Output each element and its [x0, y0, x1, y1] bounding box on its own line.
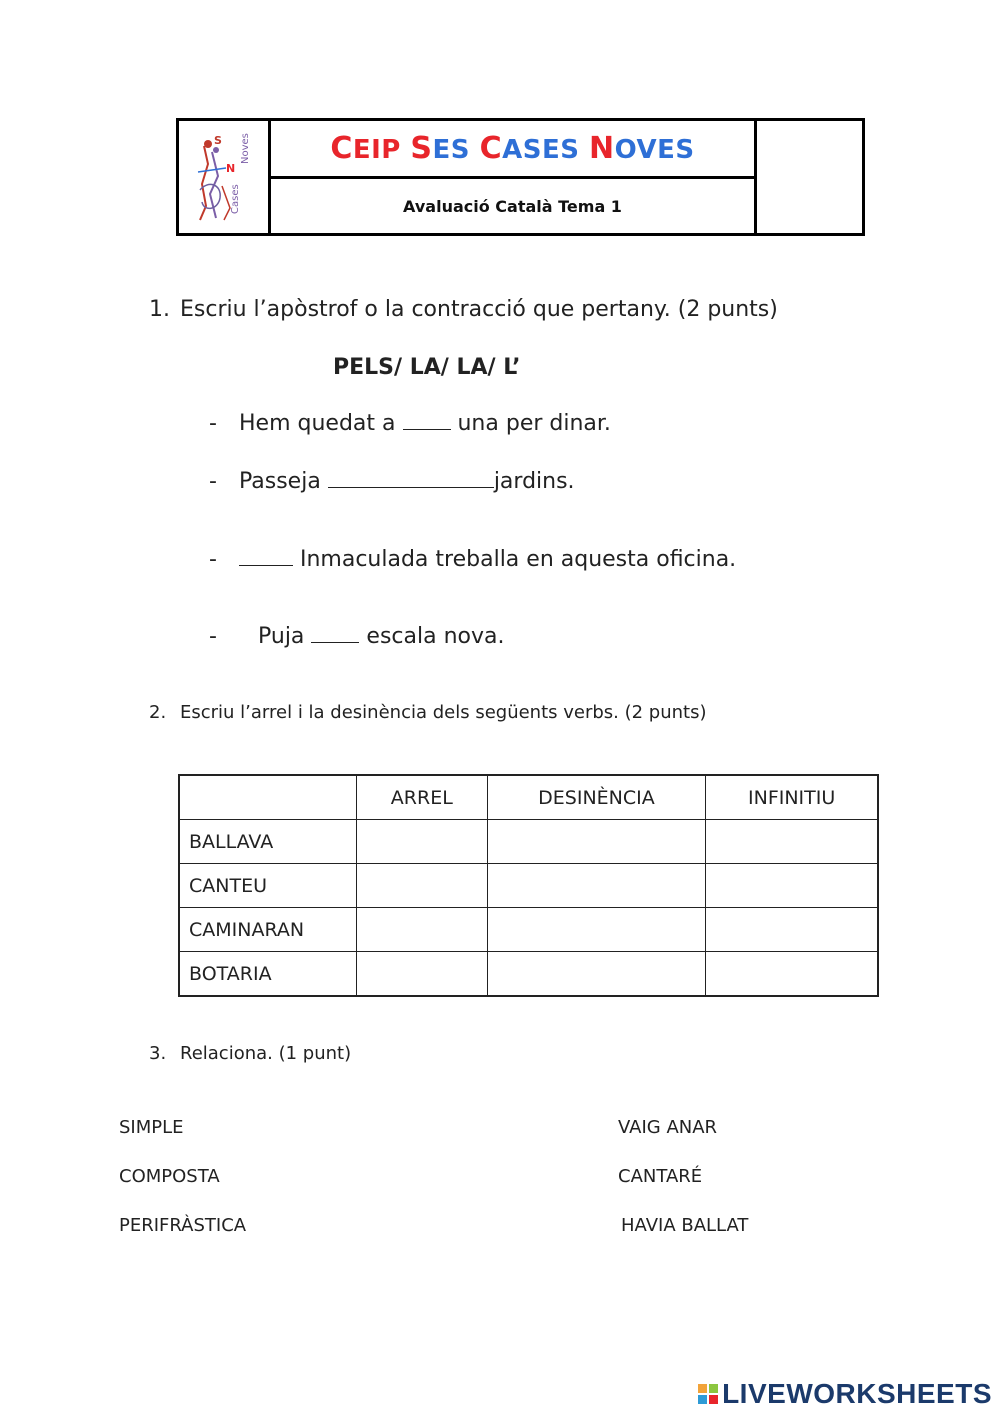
- school-name: [271, 121, 754, 179]
- question-1-text: Escriu l’apòstrof o la contracció que pertany. (2 punts): [180, 297, 778, 322]
- question-1: [149, 297, 778, 322]
- answer-cell[interactable]: [706, 820, 878, 864]
- school-name-part-1: CEIP: [330, 131, 401, 166]
- table-header-cell: INFINITIU: [706, 775, 878, 820]
- table-header-cell: DESINÈNCIA: [487, 775, 706, 820]
- liveworksheets-icon: [698, 1384, 718, 1404]
- match-right-item[interactable]: HAVIA BALLAT: [621, 1215, 749, 1236]
- verb-cell: CANTEU: [179, 864, 357, 908]
- answer-blank[interactable]: [311, 641, 359, 643]
- exam-subtitle: Avaluació Català Tema 1: [403, 196, 622, 216]
- match-left-item[interactable]: SIMPLE: [119, 1117, 184, 1138]
- table-header-row: [179, 775, 878, 820]
- question-1-number: 1.: [149, 297, 170, 322]
- answer-cell[interactable]: [487, 820, 706, 864]
- answer-cell[interactable]: [357, 864, 488, 908]
- table-row: [179, 952, 878, 997]
- q1-item-3: - Inmaculada treballa en aquesta oficina.: [209, 547, 737, 572]
- question-2-text: Escriu l’arrel i la desinència dels següents verbs. (2 punts): [180, 702, 707, 723]
- answer-blank[interactable]: [328, 486, 494, 488]
- match-left-item[interactable]: PERIFRÀSTICA: [119, 1215, 247, 1236]
- answer-cell[interactable]: [357, 952, 488, 997]
- school-name-part-2: SES: [410, 131, 471, 166]
- question-3: [149, 1043, 351, 1064]
- table-row: [179, 908, 878, 952]
- header-box: [176, 118, 865, 236]
- answer-cell[interactable]: [706, 952, 878, 997]
- grade-cell: [754, 121, 862, 233]
- q1-item-1: - Hem quedat a una per dinar.: [209, 411, 611, 436]
- svg-text:N: N: [226, 162, 236, 175]
- school-logo-icon: [182, 124, 268, 230]
- school-name-part-3: CASES: [479, 131, 580, 166]
- match-left-item[interactable]: COMPOSTA: [119, 1166, 220, 1187]
- answer-cell[interactable]: [706, 864, 878, 908]
- verbs-table: [178, 774, 879, 997]
- answer-cell[interactable]: [706, 908, 878, 952]
- match-right-item[interactable]: VAIG ANAR: [618, 1117, 718, 1138]
- match-right-item[interactable]: CANTARÉ: [618, 1166, 703, 1187]
- table-header-cell: ARREL: [357, 775, 488, 820]
- answer-cell[interactable]: [487, 864, 706, 908]
- question-2: [149, 702, 707, 723]
- answer-cell[interactable]: [487, 952, 706, 997]
- verb-cell: CAMINARAN: [179, 908, 357, 952]
- svg-text:S: S: [214, 134, 222, 147]
- question-2-number: 2.: [149, 702, 167, 723]
- school-name-part-4: NOVES: [589, 131, 695, 166]
- q1-item-2: - Passeja jardins.: [209, 469, 575, 494]
- svg-text:Noves: Noves: [240, 133, 251, 164]
- answer-cell[interactable]: [357, 908, 488, 952]
- answer-cell[interactable]: [487, 908, 706, 952]
- q1-item-4: - Puja escala nova.: [209, 624, 505, 649]
- word-bank: PELS/ LA/ LA/ L’: [333, 355, 521, 380]
- school-logo-cell: [179, 121, 271, 233]
- table-row: [179, 820, 878, 864]
- verb-cell: BOTARIA: [179, 952, 357, 997]
- question-3-number: 3.: [149, 1043, 167, 1064]
- answer-cell[interactable]: [357, 820, 488, 864]
- liveworksheets-brand-text: LIVEWORKSHEETS: [722, 1378, 992, 1409]
- answer-blank[interactable]: [403, 428, 451, 430]
- verb-cell: BALLAVA: [179, 820, 357, 864]
- table-header-cell: [179, 775, 357, 820]
- svg-text:Cases: Cases: [230, 184, 241, 214]
- liveworksheets-logo: [698, 1378, 992, 1410]
- answer-blank[interactable]: [239, 564, 293, 566]
- table-row: [179, 864, 878, 908]
- question-3-text: Relaciona. (1 punt): [180, 1043, 352, 1064]
